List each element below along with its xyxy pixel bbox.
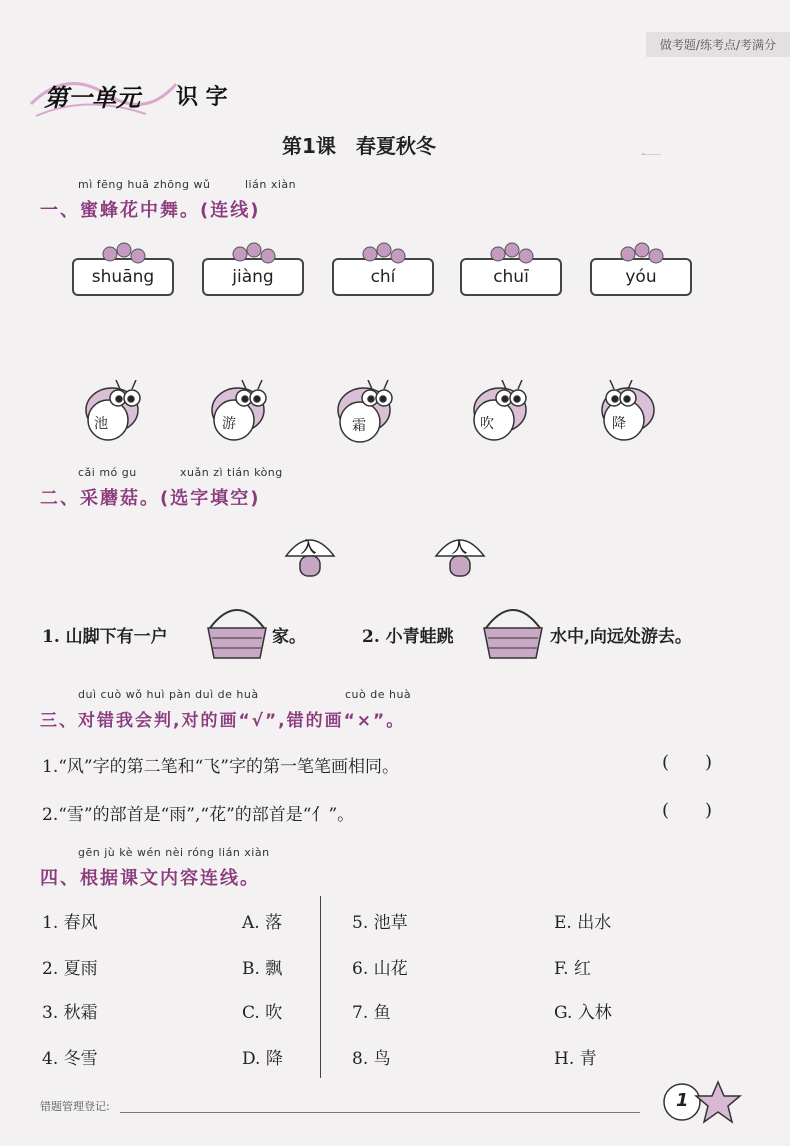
- match-item[interactable]: B. 飘: [242, 959, 283, 979]
- top-banner: 做考题/练考点/考满分: [646, 32, 790, 57]
- judge-item: 1.“风”字的第二笔和“飞”字的第一笔笔画相同。: [42, 757, 399, 777]
- match-item[interactable]: E. 出水: [554, 913, 612, 933]
- bee-character[interactable]: 池: [94, 416, 108, 432]
- match-item[interactable]: 6. 山花: [352, 959, 408, 979]
- sec1-pinyin-b: lián xiàn: [245, 178, 297, 191]
- sec3-pinyin-b: cuò de huà: [345, 688, 412, 701]
- match-item[interactable]: 7. 鱼: [352, 1003, 391, 1023]
- card-text: chuī: [493, 267, 529, 287]
- sec3-pinyin-a: duì cuò wǒ huì pàn duì de huà: [78, 688, 259, 701]
- match-item[interactable]: 1. 春风: [42, 913, 98, 933]
- sec4-title: 四、根据课文内容连线。: [40, 868, 260, 889]
- card-text: chí: [370, 267, 396, 287]
- page-number: 1: [676, 1090, 689, 1111]
- mushroom-char[interactable]: 人: [452, 538, 468, 556]
- match-divider: [320, 896, 321, 1078]
- bleed-through-text: 一: [640, 145, 663, 170]
- card-text: yóu: [625, 267, 657, 287]
- sec2-pinyin-b: xuǎn zì tián kòng: [180, 466, 283, 479]
- mushroom-char[interactable]: 入: [301, 538, 317, 556]
- sec2-pinyin-a: cǎi mó gu: [78, 466, 137, 479]
- star-mascot-icon: [660, 1074, 750, 1134]
- match-item[interactable]: A. 落: [242, 913, 283, 933]
- match-item[interactable]: 4. 冬雪: [42, 1049, 98, 1069]
- bee-character[interactable]: 霜: [352, 418, 366, 434]
- judge-item: 2.“雪”的部首是“雨”,“花”的部首是“亻”。: [42, 805, 355, 825]
- bee-character[interactable]: 游: [222, 416, 236, 432]
- q2-1-prefix: 1. 山脚下有一户: [42, 627, 168, 647]
- bees-graphics: [0, 380, 790, 470]
- q2-2-suffix: 水中,向远处游去。: [550, 627, 692, 647]
- match-item[interactable]: 3. 秋霜: [42, 1003, 98, 1023]
- card-text: jiàng: [232, 267, 274, 287]
- match-item[interactable]: 5. 池草: [352, 913, 408, 933]
- basket-icon[interactable]: [204, 602, 270, 662]
- sec4-pinyin: gēn jù kè wén nèi róng lián xiàn: [78, 846, 270, 859]
- unit-label: 第一单元: [44, 84, 140, 112]
- sec1-title: 一、蜜蜂花中舞。(连线): [40, 200, 261, 221]
- flower-decorations: [0, 236, 790, 276]
- q2-2-prefix: 2. 小青蛙跳: [362, 627, 454, 647]
- lesson-title: 第1课 春夏秋冬: [282, 134, 436, 158]
- match-item[interactable]: D. 降: [242, 1049, 283, 1069]
- match-item[interactable]: 8. 鸟: [352, 1049, 391, 1069]
- sec3-title: 三、对错我会判,对的画“√”,错的画“×”。: [40, 711, 406, 731]
- bee-character[interactable]: 吹: [480, 416, 494, 432]
- match-item[interactable]: G. 入林: [554, 1003, 612, 1023]
- card-text: shuāng: [91, 267, 155, 287]
- sec1-pinyin-a: mì fēng huā zhōng wǔ: [78, 178, 211, 191]
- mushroom-icons: [0, 528, 790, 588]
- footer-line[interactable]: [120, 1112, 640, 1113]
- basket-icon[interactable]: [480, 602, 546, 662]
- bee-character[interactable]: 降: [612, 416, 626, 432]
- answer-paren[interactable]: ( ): [662, 800, 713, 821]
- match-item[interactable]: C. 吹: [242, 1003, 283, 1023]
- match-item[interactable]: F. 红: [554, 959, 591, 979]
- footer-label: 错题管理登记:: [40, 1100, 110, 1113]
- unit-title: 识 字: [176, 85, 228, 110]
- match-item[interactable]: H. 青: [554, 1049, 597, 1069]
- q2-1-suffix: 家。: [272, 627, 306, 647]
- match-item[interactable]: 2. 夏雨: [42, 959, 98, 979]
- answer-paren[interactable]: ( ): [662, 752, 713, 773]
- sec2-title: 二、采蘑菇。(选字填空): [40, 488, 261, 509]
